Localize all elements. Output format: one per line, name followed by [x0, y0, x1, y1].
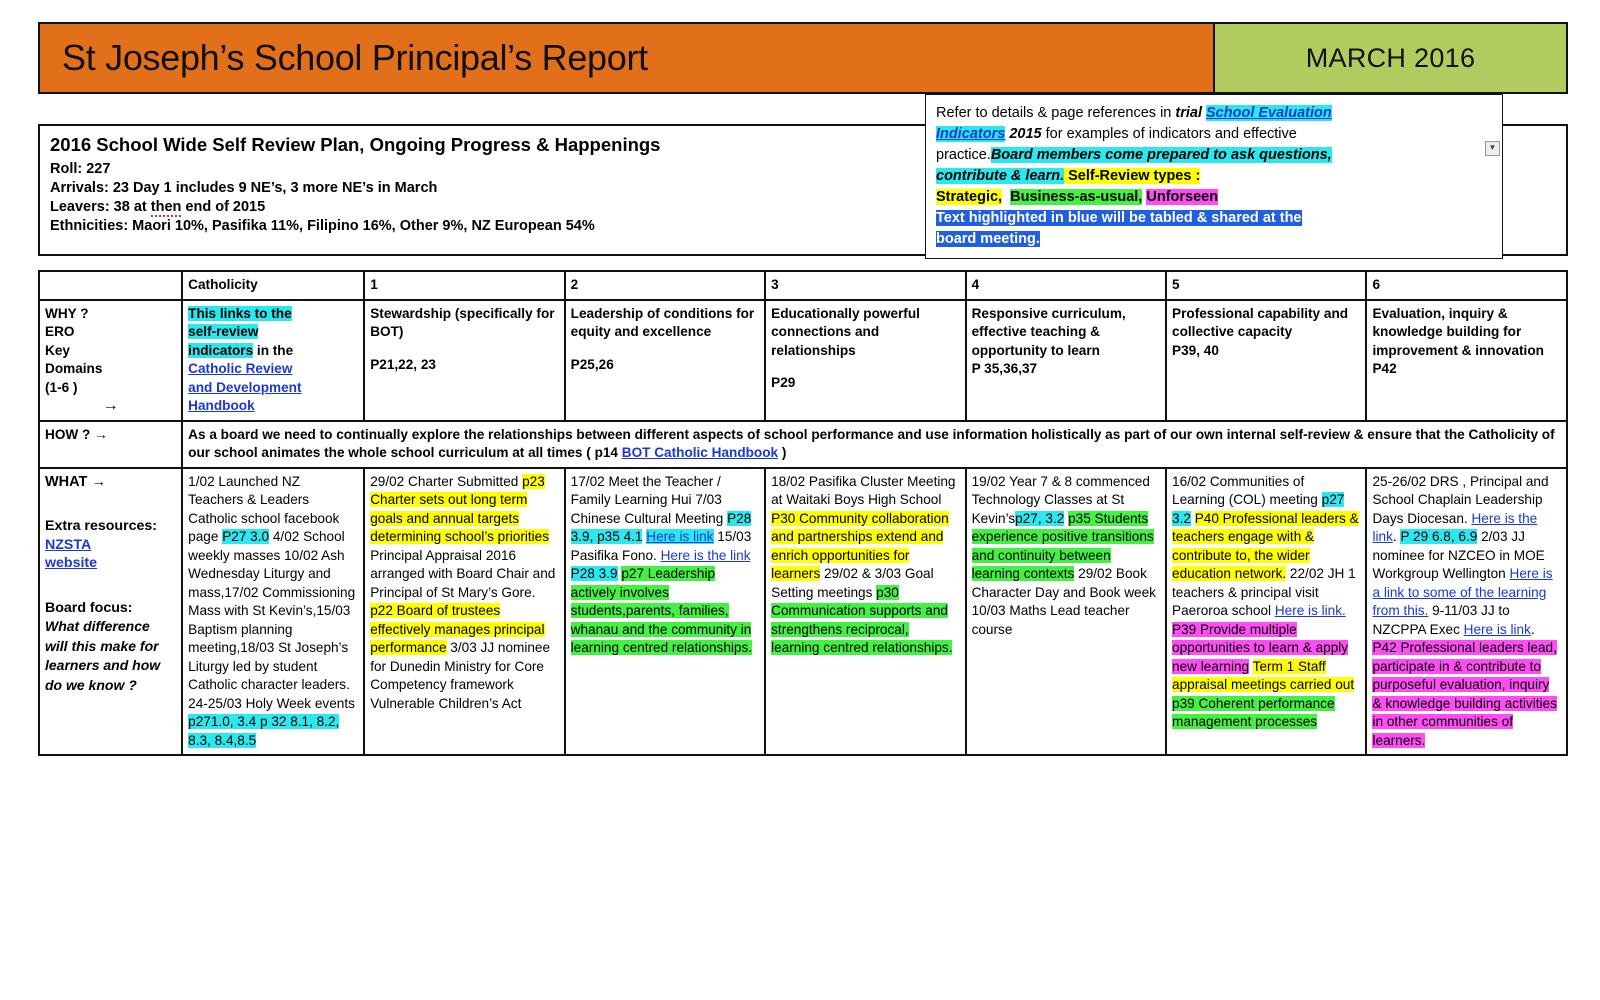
note-text-blue-highlight-1: Text highlighted in blue will be tabled & shared at the: [936, 210, 1302, 226]
text-run-2: .: [1392, 529, 1401, 544]
school-summary-box: [38, 105, 1568, 256]
note-line-6: [936, 208, 1480, 229]
text-run-0: 1/02 Launched NZ Teachers & Leaders Catholic school facebook page: [188, 473, 340, 544]
text-run-8: .: [1530, 621, 1535, 637]
why-line-1: ERO: [45, 324, 75, 339]
why-label-cell: [39, 300, 182, 421]
what-cell-5: [1166, 468, 1366, 756]
domain-5-pages: P39, 40: [1172, 342, 1219, 358]
note-text-trial: trial: [1175, 105, 1207, 121]
note-line-4: [936, 166, 1480, 187]
why-line-2: Key: [45, 342, 70, 358]
note-link-school-evaluation[interactable]: School Evaluation: [1206, 105, 1332, 121]
note-text-selfreview-types: Self-Review types :: [1064, 168, 1201, 184]
rich-content: [188, 474, 355, 748]
banner-date-area: [1215, 24, 1566, 92]
why-domain-3: [765, 300, 965, 421]
domain-3-pages: P29: [771, 375, 796, 390]
text-run-0: 25-26/02 DRS , Principal and School Chaplain Leadership Days Diocesan.: [1372, 473, 1549, 526]
why-row: [39, 300, 1567, 421]
note-type-business-as-usual: Business-as-usual,: [1010, 189, 1143, 205]
how-row: [39, 421, 1567, 468]
text-run-4: 22/02 JH 1 teachers & principal visit Paeroroa school: [1172, 566, 1356, 618]
what-label-cell: [39, 468, 182, 756]
note-type-unforseen: Unforseen: [1146, 189, 1219, 205]
nzsta-link-1[interactable]: NZSTA: [45, 536, 92, 553]
what-cell-catholicity: [182, 468, 364, 756]
text-run-7: P39 Provide multiple opportunities to learn & apply new learning: [1172, 621, 1349, 674]
text-run-1: p27 3.2: [1172, 492, 1345, 526]
what-cell-2: [565, 468, 765, 756]
note-line-3: [936, 145, 1480, 166]
domain-6-pages: P42: [1372, 361, 1397, 376]
why-catholicity-cell: [182, 300, 364, 421]
catholic-handbook-link-2[interactable]: and Development: [188, 379, 302, 395]
rich-content: [1172, 474, 1359, 730]
text-run-3: p22 Board of trustees effectively manages principal performance: [370, 603, 545, 655]
text-run-3: p30 Communication supports and strengthens reciprocal, learning centred relationships.: [771, 584, 953, 655]
why-domain-2: [565, 300, 765, 421]
header-corner: [39, 271, 182, 300]
summary-heading: 2016 School Wide Self Review Plan, Ongoing Progress & Happenings: [50, 134, 661, 155]
text-run-4: 29/02 Book Character Day and Book week 10/03 Maths Lead teacher course: [971, 566, 1156, 637]
header-col-3: 3: [765, 271, 965, 300]
text-run-4: 3/03 JJ nominee for Dunedin Ministry for Core Competency framework Vulnerable Children’s Act: [370, 640, 551, 711]
note-link-indicators[interactable]: Indicators: [936, 126, 1006, 142]
note-type-strategic: Strategic,: [936, 189, 1003, 205]
catholicity-hl-3: indicators: [188, 342, 254, 358]
what-cell-4: [966, 468, 1166, 756]
domain-6-title: Evaluation, inquiry & knowledge building for improvement & innovation: [1372, 305, 1544, 358]
leavers-post: end of 2015: [181, 199, 266, 215]
ethnicities-line: Ethnicities: Maori 10%, Pasifika 11%, Filipino 16%, Other 9%, NZ European 54%: [50, 218, 595, 234]
rich-content: [972, 474, 1156, 637]
how-label-cell: HOW ? →: [39, 421, 182, 468]
what-row: [39, 468, 1567, 756]
leavers-mid: then: [150, 199, 182, 215]
note-text-board-members: Board members come prepared to ask questions,: [990, 147, 1332, 163]
domain-1-title: Stewardship (specifically for BOT): [370, 305, 555, 339]
text-run-5[interactable]: Here is link.: [1274, 603, 1346, 618]
text-run-9: Term 1 Staff appraisal meetings carried out: [1172, 658, 1355, 692]
note-text-blue-highlight-2: board meeting.: [936, 231, 1040, 247]
note-line-2: [936, 124, 1480, 145]
what-cell-6: [1366, 468, 1567, 756]
note-line-1: [936, 103, 1480, 124]
how-text-cell: [182, 421, 1567, 468]
domain-3-title: Educationally powerful connections and relationships: [771, 305, 920, 358]
domain-4-title: Responsive curriculum, effective teaching & opportunity to learn: [971, 305, 1126, 358]
domain-2-title: Leadership of conditions for equity and excellence: [570, 305, 755, 339]
text-run-7[interactable]: Here is link: [1463, 621, 1531, 637]
board-focus-label: Board focus:: [45, 599, 133, 616]
why-domain-1: [364, 300, 564, 421]
text-run-3[interactable]: Here is link: [646, 529, 714, 544]
note-text-practice: practice.: [936, 147, 991, 163]
what-label: WHAT →: [45, 473, 106, 490]
nzsta-link-2[interactable]: website: [45, 555, 98, 571]
why-domain-5: [1166, 300, 1366, 421]
why-domain-4: [966, 300, 1166, 421]
page-title: St Joseph’s School Principal’s Report: [62, 37, 648, 78]
banner-title-area: [40, 24, 1215, 92]
text-run-2: 4/02 School weekly masses 10/02 Ash Wednesday Liturgy and mass,17/02 Commissioning Mass with St Kevin’s,15/03 Baptism planning meeting,18/03 St Joseph’s Liturgy led by student Catholic character leaders. 24-25/03 Holy Week events: [188, 529, 356, 711]
text-run-1[interactable]: Here is the link: [1372, 510, 1538, 544]
note-text-year: 2015: [1005, 126, 1042, 142]
text-run-1: P30 Community collaboration and partnerships extend and enrich opportunities for learners: [771, 510, 949, 581]
text-run-3: P 29 6.8, 6.9: [1400, 529, 1478, 544]
text-run-5[interactable]: Here is a link to some of the learning from this.: [1372, 566, 1553, 618]
text-run-3: P40 Professional leaders & teachers engage with & contribute to, the wider education network.: [1172, 510, 1359, 581]
self-review-table: [38, 270, 1568, 756]
text-run-0: 17/02 Meet the Teacher / Family Learning Hui 7/03 Chinese Cultural Meeting: [570, 473, 728, 526]
text-run-3: p271.0, 3.4 p 32 8.1, 8.2, 8.3, 8.4,8.5: [188, 714, 340, 748]
board-focus-text: What difference will this make for learners and how do we know ?: [45, 618, 161, 693]
reference-note-box: [925, 94, 1503, 259]
rich-content: [571, 474, 752, 656]
why-line-0: WHY ?: [45, 305, 89, 321]
header-col-4: 4: [966, 271, 1166, 300]
domain-2-pages: P25,26: [570, 356, 614, 372]
why-arrow-icon: →: [102, 397, 119, 414]
text-run-2: 29/02 & 3/03 Goal Setting meetings: [771, 566, 934, 600]
note-text-examples: for examples of indicators and effective: [1041, 126, 1297, 142]
text-run-6: 9-11/03 JJ to NZCPPA Exec: [1372, 603, 1510, 637]
text-run-9: P42 Professional leaders lead, participate in & contribute to purposeful evaluation, inquiry & knowledge building activities in other communities of learners.: [1372, 640, 1557, 748]
catholicity-hl-2: self-review: [188, 324, 259, 339]
catholicity-plain-1: in the: [253, 342, 294, 358]
note-line-7: [936, 229, 1480, 250]
header-col-2: 2: [565, 271, 765, 300]
text-run-2: Principal Appraisal 2016 arranged with Board Chair and Principal of St Mary’s Gore.: [370, 547, 556, 600]
arrivals-line: Arrivals: 23 Day 1 includes 9 NE’s, 3 more NE’s in March: [50, 180, 438, 196]
text-run-1: P27 3.0: [222, 529, 270, 544]
note-text-contribute: contribute & learn.: [936, 168, 1065, 184]
rich-content: [370, 474, 555, 711]
why-line-3: Domains: [45, 361, 103, 376]
domain-1-pages: P21,22, 23: [370, 356, 436, 372]
text-run-9: p27 Leadership actively involves students,parents, families, whanau and the community in learning centred relationships.: [570, 566, 753, 655]
note-line-5: [936, 187, 1480, 208]
note-text-plain: Refer to details & page references in: [936, 105, 1176, 121]
catholic-handbook-link-3[interactable]: Handbook: [188, 398, 255, 413]
header-col-5: 5: [1166, 271, 1366, 300]
text-run-1: P28 3.9, p35 4.1: [570, 510, 752, 544]
what-cell-1: [364, 468, 564, 756]
how-text-b: ): [778, 445, 787, 460]
header-catholicity: Catholicity: [182, 271, 364, 300]
domain-4-pages: P 35,36,37: [971, 361, 1038, 376]
roll-line: Roll: 227: [50, 161, 111, 177]
text-run-5[interactable]: Here is the link: [660, 547, 751, 563]
header-col-6: 6: [1366, 271, 1567, 300]
chevron-down-icon[interactable]: ▼: [1485, 141, 1500, 156]
text-run-4: 15/03 Pasifika Fono.: [570, 529, 752, 563]
catholicity-hl-1: This links to the: [188, 305, 292, 321]
how-text-a: As a board we need to continually explore the relationships between different aspects of school performance and use information holistically as part of our own internal self-review & ensure that the Catholicity of our school animates the whole school curriculum at all times ( p14: [188, 426, 1555, 460]
text-run-1: p27, 3.2: [1015, 510, 1065, 526]
catholic-handbook-link-1[interactable]: Catholic Review: [188, 361, 293, 376]
text-run-0: 19/02 Year 7 & 8 commenced Technology Classes at St Kevin’s: [971, 473, 1150, 526]
text-run-7: P28 3.9: [570, 566, 618, 581]
table-header-row: [39, 271, 1567, 300]
what-cell-3: [765, 468, 965, 756]
text-run-0: 29/02 Charter Submitted: [370, 473, 523, 489]
text-run-3: p35 Students experience positive transitions and continuity between learning contexts: [971, 510, 1154, 581]
why-line-4: (1-6 ): [45, 379, 78, 395]
report-banner: [38, 22, 1568, 94]
why-domain-6: [1366, 300, 1567, 421]
text-run-0: 16/02 Communities of Learning (COL) meeting: [1172, 473, 1322, 507]
domain-5-title: Professional capability and collective capacity: [1172, 305, 1349, 339]
rich-content: [1372, 474, 1556, 748]
header-col-1: 1: [364, 271, 564, 300]
text-run-4: 2/03 JJ nominee for NZCEO in MOE Workgroup Wellington: [1372, 529, 1545, 581]
rich-content: [771, 474, 955, 656]
text-run-1: p23 Charter sets out long term goals and annual targets determining school’s priorities: [370, 473, 550, 544]
text-run-0: 18/02 Pasifika Cluster Meeting at Waitaki Boys High School: [771, 473, 956, 507]
bot-catholic-handbook-link[interactable]: BOT Catholic Handbook: [621, 445, 779, 460]
text-run-11: p39 Coherent performance management processes: [1172, 695, 1335, 729]
extra-resources-label: Extra resources:: [45, 518, 157, 534]
report-date: MARCH 2016: [1305, 42, 1476, 73]
leavers-pre: Leavers: 38 at: [50, 199, 151, 215]
